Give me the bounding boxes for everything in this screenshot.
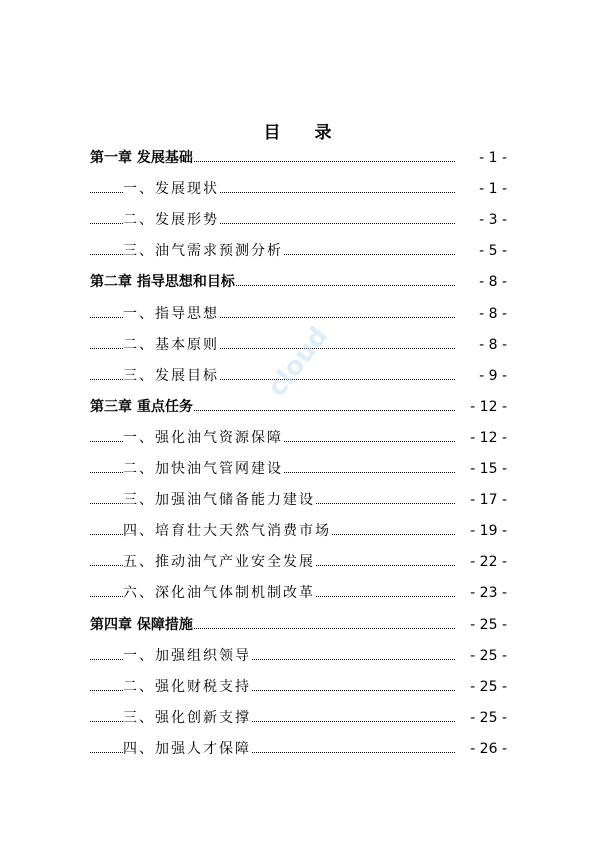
toc-page-number: - 8 - bbox=[455, 303, 507, 325]
toc-page-number: - 1 - bbox=[455, 178, 507, 200]
toc-chapter-entry[interactable] bbox=[0, 271, 595, 293]
toc-entry-label: 第四章 保障措施 bbox=[90, 614, 194, 636]
toc-page-number: - 1 - bbox=[455, 147, 507, 169]
toc-page-number: - 17 - bbox=[455, 489, 507, 511]
toc-page-number: - 19 - bbox=[455, 520, 507, 542]
toc-section-entry[interactable] bbox=[0, 458, 595, 480]
toc-section-entry[interactable] bbox=[0, 645, 595, 667]
toc-entry-label: 二、强化财税支持 bbox=[123, 676, 252, 698]
toc-section-entry[interactable] bbox=[0, 365, 595, 387]
toc-chapter-entry[interactable] bbox=[0, 396, 595, 418]
toc-entry-label: 一、指导思想 bbox=[123, 303, 220, 325]
toc-page-number: - 26 - bbox=[455, 738, 507, 760]
toc-entry-label: 三、油气需求预测分析 bbox=[123, 240, 284, 262]
toc-page-number: - 23 - bbox=[455, 582, 507, 604]
toc-title: 目 录 bbox=[263, 123, 346, 143]
toc-section-entry[interactable] bbox=[0, 676, 595, 698]
toc-entry-label: 四、培育壮大天然气消费市场 bbox=[123, 520, 332, 542]
toc-section-entry[interactable] bbox=[0, 520, 595, 542]
toc-section-entry[interactable] bbox=[0, 738, 595, 760]
toc-page-number: - 8 - bbox=[455, 271, 507, 293]
toc-entry-label: 一、强化油气资源保障 bbox=[123, 427, 284, 449]
toc-section-entry[interactable] bbox=[0, 582, 595, 604]
toc-page-number: - 3 - bbox=[455, 209, 507, 231]
watermark-text: cloud bbox=[262, 321, 335, 403]
toc-entry-label: 五、推动油气产业安全发展 bbox=[123, 551, 316, 573]
toc-entry-label: 第一章 发展基础 bbox=[90, 147, 194, 169]
toc-chapter-entry[interactable] bbox=[0, 614, 595, 636]
toc-entry-label: 二、基本原则 bbox=[123, 334, 220, 356]
toc-section-entry[interactable] bbox=[0, 551, 595, 573]
toc-entry-label: 四、加强人才保障 bbox=[123, 738, 252, 760]
toc-page-number: - 25 - bbox=[455, 645, 507, 667]
toc-entry-label: 三、强化创新支撑 bbox=[123, 707, 252, 729]
toc-entry-label: 二、发展形势 bbox=[123, 209, 220, 231]
toc-chapter-entry[interactable] bbox=[0, 147, 595, 169]
toc-section-entry[interactable] bbox=[0, 489, 595, 511]
toc-section-entry[interactable] bbox=[0, 427, 595, 449]
toc-entry-label: 六、深化油气体制机制改革 bbox=[123, 582, 316, 604]
toc-page-number: - 22 - bbox=[455, 551, 507, 573]
toc-page-number: - 5 - bbox=[455, 240, 507, 262]
toc-page-number: - 12 - bbox=[455, 427, 507, 449]
toc-section-entry[interactable] bbox=[0, 707, 595, 729]
toc-entry-label: 第二章 指导思想和目标 bbox=[90, 271, 236, 293]
toc-section-entry[interactable] bbox=[0, 209, 595, 231]
toc-page-number: - 8 - bbox=[455, 334, 507, 356]
toc-page-number: - 25 - bbox=[455, 614, 507, 636]
toc-entry-label: 二、加快油气管网建设 bbox=[123, 458, 284, 480]
toc-entry-label: 第三章 重点任务 bbox=[90, 396, 194, 418]
toc-section-entry[interactable] bbox=[0, 240, 595, 262]
toc-page-number: - 25 - bbox=[455, 676, 507, 698]
toc-section-entry[interactable] bbox=[0, 303, 595, 325]
toc-entry-label: 一、发展现状 bbox=[123, 178, 220, 200]
toc-section-entry[interactable] bbox=[0, 334, 595, 356]
toc-page-number: - 25 - bbox=[455, 707, 507, 729]
toc-page-number: - 15 - bbox=[455, 458, 507, 480]
toc-entry-label: 一、加强组织领导 bbox=[123, 645, 252, 667]
toc-entry-label: 三、加强油气储备能力建设 bbox=[123, 489, 316, 511]
toc-page-number: - 9 - bbox=[455, 365, 507, 387]
toc-page-number: - 12 - bbox=[455, 396, 507, 418]
toc-entry-label: 三、发展目标 bbox=[123, 365, 220, 387]
toc-section-entry[interactable] bbox=[0, 178, 595, 200]
